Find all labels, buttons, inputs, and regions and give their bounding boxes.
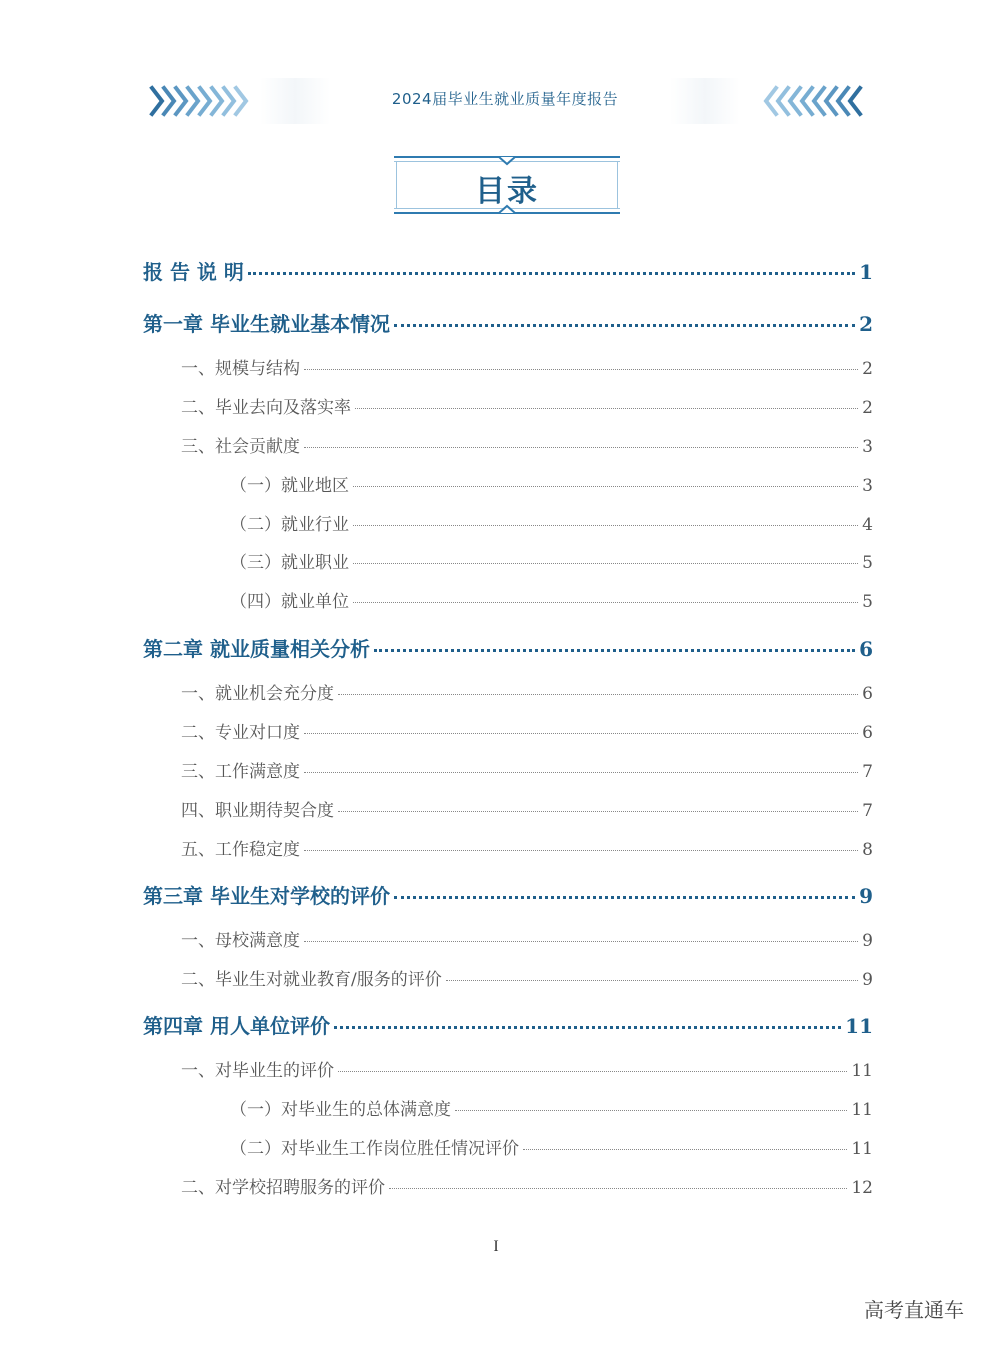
toc-entry-label: 二、毕业生对就业教育/服务的评价	[181, 970, 442, 990]
toc-entry-label: 二、专业对口度	[181, 723, 300, 743]
toc-entry[interactable]	[143, 1134, 873, 1159]
toc-entry-label: 第四章 用人单位评价	[143, 1014, 330, 1038]
toc-entry-page: 7	[862, 762, 873, 782]
toc-entry[interactable]	[143, 1056, 873, 1081]
toc-entry[interactable]	[143, 757, 873, 782]
toc-dot-leader	[304, 733, 858, 734]
watermark: 高考直通车	[864, 1298, 964, 1322]
toc-chapter-entry[interactable]	[143, 633, 873, 662]
toc-entry-page: 4	[862, 515, 873, 535]
chevrons-left-icon	[754, 84, 864, 118]
toc-dot-leader	[523, 1149, 847, 1150]
notch-down-icon	[498, 156, 516, 166]
toc-entry-label: 二、对学校招聘服务的评价	[181, 1178, 385, 1198]
toc-chapter-entry[interactable]	[143, 256, 873, 285]
toc-dot-leader	[374, 649, 855, 652]
toc-entry[interactable]	[143, 587, 873, 612]
toc-entry[interactable]	[143, 354, 873, 379]
toc-entry-label: 第一章 毕业生就业基本情况	[143, 312, 390, 336]
toc-entry-page: 9	[859, 884, 873, 908]
toc-title-frame	[394, 156, 620, 214]
toc-entry-label: 五、工作稳定度	[181, 840, 300, 860]
toc-entry-label: 一、母校满意度	[181, 931, 300, 951]
toc-entry-page: 3	[862, 476, 873, 496]
toc-entry-page: 7	[862, 801, 873, 821]
toc-dot-leader	[338, 811, 858, 812]
toc-entry-page: 1	[859, 260, 873, 284]
toc-entry[interactable]	[143, 796, 873, 821]
toc-entry-page: 5	[862, 592, 873, 612]
toc-dot-leader	[304, 772, 858, 773]
toc-entry-page: 2	[859, 312, 873, 336]
toc-dot-leader	[353, 486, 858, 487]
toc-dot-leader	[446, 980, 858, 981]
toc-entry-page: 11	[851, 1061, 873, 1081]
toc-entry-label: 第二章 就业质量相关分析	[143, 637, 370, 661]
toc-entry-label: （三）就业职业	[230, 553, 349, 573]
toc-dot-leader	[353, 602, 858, 603]
report-header	[140, 78, 870, 124]
toc-entry-page: 11	[845, 1014, 873, 1038]
toc-entry-page: 6	[859, 637, 873, 661]
toc-entry-label: 一、就业机会充分度	[181, 684, 334, 704]
toc-dot-leader	[338, 694, 858, 695]
toc-dot-leader	[334, 1026, 841, 1029]
toc-chapter-entry[interactable]	[143, 880, 873, 909]
toc-chapter-entry[interactable]	[143, 1010, 873, 1039]
toc-entry[interactable]	[143, 1173, 873, 1198]
toc-dot-leader	[389, 1188, 847, 1189]
toc-dot-leader	[304, 369, 858, 370]
toc-dot-leader	[304, 941, 858, 942]
toc-dot-leader	[394, 896, 855, 899]
toc-dot-leader	[304, 447, 858, 448]
toc-dot-leader	[455, 1110, 847, 1111]
toc-entry-page: 3	[862, 437, 873, 457]
toc-entry-page: 2	[862, 398, 873, 418]
toc-dot-leader	[353, 525, 858, 526]
toc-entry-label: 报 告 说 明	[143, 260, 244, 284]
toc-entry[interactable]	[143, 432, 873, 457]
page-number: I	[493, 1238, 499, 1255]
toc-entry[interactable]	[143, 471, 873, 496]
toc-entry-label: 四、职业期待契合度	[181, 801, 334, 821]
toc-entry[interactable]	[143, 548, 873, 573]
toc-entry[interactable]	[143, 718, 873, 743]
toc-entry[interactable]	[143, 510, 873, 535]
toc-entry-label: 第三章 毕业生对学校的评价	[143, 884, 390, 908]
toc-entry-page: 2	[862, 359, 873, 379]
toc-entry-label: 一、对毕业生的评价	[181, 1061, 334, 1081]
toc-dot-leader	[394, 324, 855, 327]
toc-entry-page: 8	[862, 840, 873, 860]
toc-entry-label: 三、社会贡献度	[181, 437, 300, 457]
toc-entry-label: 二、毕业去向及落实率	[181, 398, 351, 418]
toc-entry[interactable]	[143, 1095, 873, 1120]
toc-dot-leader	[353, 563, 858, 564]
toc-entry[interactable]	[143, 926, 873, 951]
toc-entry[interactable]	[143, 965, 873, 990]
toc-entry-label: （一）对毕业生的总体满意度	[230, 1100, 451, 1120]
header-title: 2024届毕业生就业质量年度报告	[391, 90, 619, 108]
toc-dot-leader	[248, 272, 855, 275]
toc-entry-label: （二）就业行业	[230, 515, 349, 535]
toc-entry-label: （二）对毕业生工作岗位胜任情况评价	[230, 1139, 519, 1159]
toc-chapter-entry[interactable]	[143, 308, 873, 337]
toc-dot-leader	[338, 1071, 847, 1072]
toc-entry-page: 9	[862, 970, 873, 990]
toc-entry[interactable]	[143, 393, 873, 418]
toc-entry[interactable]	[143, 679, 873, 704]
toc-dot-leader	[304, 850, 858, 851]
toc-entry-page: 6	[862, 684, 873, 704]
toc-entry-page: 5	[862, 553, 873, 573]
toc-entry-label: （四）就业单位	[230, 592, 349, 612]
toc-dot-leader	[355, 408, 858, 409]
toc-entry-page: 6	[862, 723, 873, 743]
toc-entry-page: 9	[862, 931, 873, 951]
toc-entry[interactable]	[143, 835, 873, 860]
toc-entry-label: 三、工作满意度	[181, 762, 300, 782]
toc-entry-label: （一）就业地区	[230, 476, 349, 496]
page-title: 目录	[475, 174, 539, 209]
toc-entry-page: 11	[851, 1100, 873, 1120]
toc-entry-label: 一、规模与结构	[181, 359, 300, 379]
toc-entry-page: 11	[851, 1139, 873, 1159]
toc-entry-page: 12	[851, 1178, 873, 1198]
